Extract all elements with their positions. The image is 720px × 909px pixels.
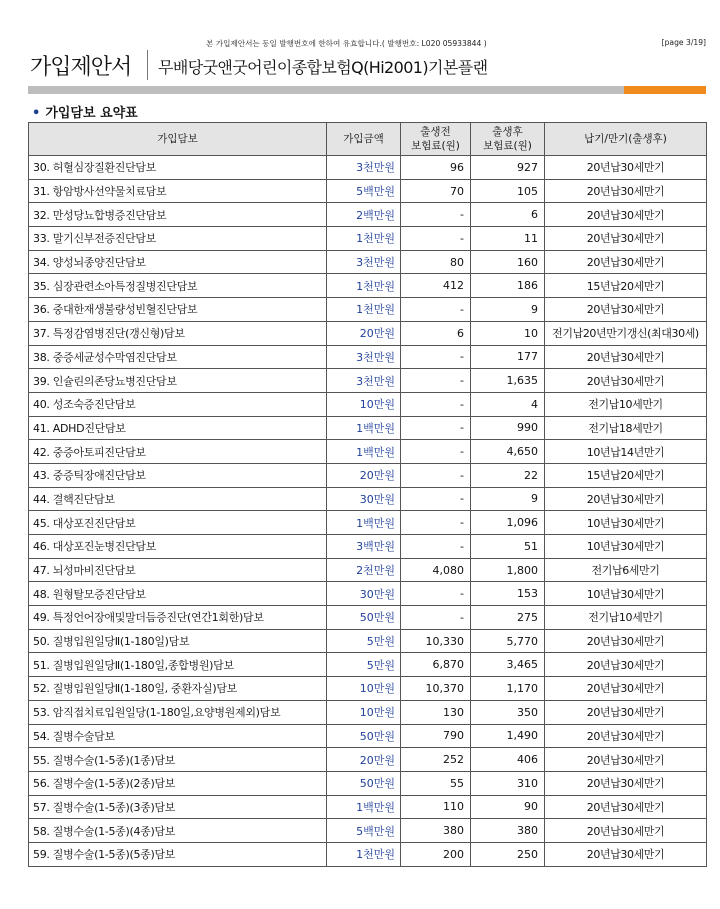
coverage-name-cell: 48. 원형탈모증진단담보 — [29, 582, 327, 606]
amount-cell: 5백만원 — [327, 819, 401, 843]
amount-cell: 1천만원 — [327, 274, 401, 298]
validity-notice: 본 가입제안서는 동일 발행번호에 한하여 유효합니다.( 발행번호: L020 05933844 ) — [206, 39, 487, 48]
table-row — [29, 321, 707, 345]
amount-cell: 2천만원 — [327, 558, 401, 582]
coverage-name-cell: 32. 만성당뇨합병증진단담보 — [29, 203, 327, 227]
table-row — [29, 819, 707, 843]
term-cell: 20년납30세만기 — [545, 653, 707, 677]
term-cell: 20년납30세만기 — [545, 179, 707, 203]
table-row — [29, 724, 707, 748]
coverage-name-cell: 30. 허혈심장질환진단담보 — [29, 156, 327, 180]
after-birth-premium-cell: 177 — [471, 345, 545, 369]
coverage-name-cell: 41. ADHD진단담보 — [29, 416, 327, 440]
amount-cell: 10만원 — [327, 677, 401, 701]
coverage-name-cell: 37. 특정감염병진단(갱신형)담보 — [29, 321, 327, 345]
after-birth-premium-cell: 153 — [471, 582, 545, 606]
before-birth-premium-cell: 252 — [401, 748, 471, 772]
amount-cell: 50만원 — [327, 606, 401, 630]
after-birth-premium-cell: 1,096 — [471, 511, 545, 535]
term-cell: 전기납10세만기 — [545, 392, 707, 416]
term-cell: 10년납30세만기 — [545, 582, 707, 606]
header-band-orange — [624, 86, 706, 94]
coverage-name-cell: 31. 항암방사선약물치료담보 — [29, 179, 327, 203]
before-birth-premium-cell: - — [401, 487, 471, 511]
after-birth-premium-cell: 11 — [471, 227, 545, 251]
term-cell: 20년납30세만기 — [545, 203, 707, 227]
coverage-name-cell: 59. 질병수술(1-5종)(5종)담보 — [29, 842, 327, 866]
coverage-name-cell: 51. 질병입원일당Ⅱ(1-180일,종합병원)담보 — [29, 653, 327, 677]
after-birth-premium-cell: 9 — [471, 487, 545, 511]
term-cell: 전기납20년만기갱신(최대30세) — [545, 321, 707, 345]
amount-cell: 20만원 — [327, 463, 401, 487]
term-cell: 20년납30세만기 — [545, 700, 707, 724]
amount-cell: 1백만원 — [327, 795, 401, 819]
before-birth-premium-cell: 10,370 — [401, 677, 471, 701]
term-cell: 전기납18세만기 — [545, 416, 707, 440]
amount-cell: 50만원 — [327, 724, 401, 748]
after-birth-premium-cell: 22 — [471, 463, 545, 487]
coverage-name-cell: 54. 질병수술담보 — [29, 724, 327, 748]
after-birth-premium-cell: 6 — [471, 203, 545, 227]
coverage-name-cell: 40. 성조숙증진단담보 — [29, 392, 327, 416]
term-cell: 20년납30세만기 — [545, 842, 707, 866]
product-name: 무배당굿앤굿어린이종합보험Q(Hi2001)기본플랜 — [158, 58, 488, 77]
table-row — [29, 179, 707, 203]
coverage-name-cell: 43. 중증틱장애진단담보 — [29, 463, 327, 487]
before-birth-premium-cell: - — [401, 511, 471, 535]
after-birth-premium-cell: 927 — [471, 156, 545, 180]
coverage-name-cell: 39. 인슐린의존당뇨병진단담보 — [29, 369, 327, 393]
after-birth-premium-cell: 1,800 — [471, 558, 545, 582]
after-birth-premium-cell: 1,490 — [471, 724, 545, 748]
amount-cell: 2백만원 — [327, 203, 401, 227]
after-birth-premium-cell: 3,465 — [471, 653, 545, 677]
table-row — [29, 771, 707, 795]
table-row — [29, 842, 707, 866]
after-birth-premium-cell: 406 — [471, 748, 545, 772]
term-cell: 20년납30세만기 — [545, 298, 707, 322]
before-birth-premium-cell: 80 — [401, 250, 471, 274]
after-birth-premium-cell: 5,770 — [471, 629, 545, 653]
term-cell: 20년납30세만기 — [545, 795, 707, 819]
amount-cell: 1천만원 — [327, 227, 401, 251]
table-header-row — [29, 123, 707, 156]
table-row — [29, 700, 707, 724]
term-cell: 20년납30세만기 — [545, 748, 707, 772]
coverage-name-cell: 44. 결핵진단담보 — [29, 487, 327, 511]
before-birth-premium-cell: 6 — [401, 321, 471, 345]
amount-cell: 3천만원 — [327, 156, 401, 180]
coverage-name-cell: 58. 질병수술(1-5종)(4종)담보 — [29, 819, 327, 843]
table-row — [29, 535, 707, 559]
before-birth-premium-cell: - — [401, 463, 471, 487]
table-row — [29, 274, 707, 298]
before-birth-premium-cell: - — [401, 345, 471, 369]
table-row — [29, 795, 707, 819]
after-birth-premium-cell: 4 — [471, 392, 545, 416]
before-birth-premium-cell: 96 — [401, 156, 471, 180]
before-birth-premium-cell: 130 — [401, 700, 471, 724]
table-row — [29, 653, 707, 677]
amount-cell: 30만원 — [327, 582, 401, 606]
table-row — [29, 487, 707, 511]
table-row — [29, 392, 707, 416]
term-cell: 20년납30세만기 — [545, 629, 707, 653]
before-birth-premium-cell: - — [401, 203, 471, 227]
coverage-name-cell: 52. 질병입원일당Ⅱ(1-180일, 중환자실)담보 — [29, 677, 327, 701]
table-row — [29, 156, 707, 180]
table-row — [29, 677, 707, 701]
table-row — [29, 511, 707, 535]
coverage-name-cell: 42. 중증아토피진단담보 — [29, 440, 327, 464]
after-birth-premium-cell: 1,635 — [471, 369, 545, 393]
after-birth-premium-cell: 380 — [471, 819, 545, 843]
amount-cell: 50만원 — [327, 771, 401, 795]
table-row — [29, 748, 707, 772]
table-row — [29, 345, 707, 369]
section-title — [32, 102, 138, 121]
amount-cell: 20만원 — [327, 321, 401, 345]
table-row — [29, 250, 707, 274]
coverage-name-cell: 46. 대상포진눈병진단담보 — [29, 535, 327, 559]
term-cell: 전기납10세만기 — [545, 606, 707, 630]
before-birth-premium-cell: 4,080 — [401, 558, 471, 582]
table-row — [29, 203, 707, 227]
before-birth-premium-cell: - — [401, 535, 471, 559]
term-cell: 20년납30세만기 — [545, 227, 707, 251]
table-row — [29, 440, 707, 464]
after-birth-premium-cell: 310 — [471, 771, 545, 795]
table-row — [29, 369, 707, 393]
header-term: 납기/만기(출생후) — [545, 123, 707, 156]
header-before-birth-premium: 출생전 보험료(원) — [401, 123, 471, 156]
title-divider — [147, 50, 148, 80]
before-birth-premium-cell: - — [401, 392, 471, 416]
after-birth-premium-cell: 1,170 — [471, 677, 545, 701]
coverage-name-cell: 33. 말기신부전증진단담보 — [29, 227, 327, 251]
after-birth-premium-cell: 105 — [471, 179, 545, 203]
before-birth-premium-cell: - — [401, 440, 471, 464]
table-row — [29, 629, 707, 653]
amount-cell: 3천만원 — [327, 369, 401, 393]
term-cell: 15년납20세만기 — [545, 274, 707, 298]
page-number: [page 3/19] — [661, 38, 706, 47]
after-birth-premium-cell: 90 — [471, 795, 545, 819]
after-birth-premium-cell: 4,650 — [471, 440, 545, 464]
before-birth-premium-cell: 10,330 — [401, 629, 471, 653]
before-birth-premium-cell: - — [401, 416, 471, 440]
term-cell: 20년납30세만기 — [545, 724, 707, 748]
header-amount: 가입금액 — [327, 123, 401, 156]
before-birth-premium-cell: 110 — [401, 795, 471, 819]
coverage-name-cell: 50. 질병입원일당Ⅱ(1-180일)담보 — [29, 629, 327, 653]
amount-cell: 1천만원 — [327, 298, 401, 322]
amount-cell: 20만원 — [327, 748, 401, 772]
before-birth-premium-cell: - — [401, 369, 471, 393]
coverage-summary-table — [28, 122, 707, 867]
table-row — [29, 463, 707, 487]
table-row — [29, 298, 707, 322]
amount-cell: 10만원 — [327, 700, 401, 724]
coverage-name-cell: 49. 특정언어장애및말더듬증진단(연간1회한)담보 — [29, 606, 327, 630]
term-cell: 20년납30세만기 — [545, 819, 707, 843]
amount-cell: 5백만원 — [327, 179, 401, 203]
term-cell: 20년납30세만기 — [545, 250, 707, 274]
before-birth-premium-cell: - — [401, 582, 471, 606]
term-cell: 15년납20세만기 — [545, 463, 707, 487]
before-birth-premium-cell: 790 — [401, 724, 471, 748]
term-cell: 전기납6세만기 — [545, 558, 707, 582]
coverage-name-cell: 55. 질병수술(1-5종)(1종)담보 — [29, 748, 327, 772]
term-cell: 10년납30세만기 — [545, 511, 707, 535]
header-coverage: 가입담보 — [29, 123, 327, 156]
before-birth-premium-cell: 55 — [401, 771, 471, 795]
amount-cell: 3백만원 — [327, 535, 401, 559]
term-cell: 20년납30세만기 — [545, 369, 707, 393]
before-birth-premium-cell: 6,870 — [401, 653, 471, 677]
header-after-birth-premium: 출생후 보험료(원) — [471, 123, 545, 156]
table-row — [29, 582, 707, 606]
table-row — [29, 227, 707, 251]
before-birth-premium-cell: 380 — [401, 819, 471, 843]
header-band-gray — [28, 86, 624, 94]
coverage-name-cell: 35. 심장관련소아특정질병진단담보 — [29, 274, 327, 298]
amount-cell: 30만원 — [327, 487, 401, 511]
amount-cell: 3천만원 — [327, 250, 401, 274]
term-cell: 20년납30세만기 — [545, 156, 707, 180]
coverage-name-cell: 47. 뇌성마비진단담보 — [29, 558, 327, 582]
amount-cell: 10만원 — [327, 392, 401, 416]
table-row — [29, 558, 707, 582]
amount-cell: 1백만원 — [327, 440, 401, 464]
before-birth-premium-cell: 412 — [401, 274, 471, 298]
amount-cell: 1천만원 — [327, 842, 401, 866]
before-birth-premium-cell: - — [401, 606, 471, 630]
term-cell: 20년납30세만기 — [545, 677, 707, 701]
coverage-name-cell: 56. 질병수술(1-5종)(2종)담보 — [29, 771, 327, 795]
table-row — [29, 606, 707, 630]
term-cell: 20년납30세만기 — [545, 771, 707, 795]
amount-cell: 1백만원 — [327, 416, 401, 440]
before-birth-premium-cell: - — [401, 227, 471, 251]
term-cell: 20년납30세만기 — [545, 345, 707, 369]
amount-cell: 5만원 — [327, 629, 401, 653]
before-birth-premium-cell: 70 — [401, 179, 471, 203]
term-cell: 20년납30세만기 — [545, 487, 707, 511]
amount-cell: 3천만원 — [327, 345, 401, 369]
after-birth-premium-cell: 10 — [471, 321, 545, 345]
amount-cell: 5만원 — [327, 653, 401, 677]
section-title-text: 가입담보 요약표 — [45, 106, 138, 121]
amount-cell: 1백만원 — [327, 511, 401, 535]
after-birth-premium-cell: 250 — [471, 842, 545, 866]
after-birth-premium-cell: 160 — [471, 250, 545, 274]
document-title: 가입제안서 — [30, 55, 132, 80]
coverage-name-cell: 38. 중증세균성수막염진단담보 — [29, 345, 327, 369]
after-birth-premium-cell: 275 — [471, 606, 545, 630]
coverage-name-cell: 34. 양성뇌종양진단담보 — [29, 250, 327, 274]
coverage-name-cell: 45. 대상포진진단담보 — [29, 511, 327, 535]
term-cell: 10년납14년만기 — [545, 440, 707, 464]
after-birth-premium-cell: 51 — [471, 535, 545, 559]
before-birth-premium-cell: 200 — [401, 842, 471, 866]
after-birth-premium-cell: 186 — [471, 274, 545, 298]
table-row — [29, 416, 707, 440]
term-cell: 10년납30세만기 — [545, 535, 707, 559]
coverage-name-cell: 57. 질병수술(1-5종)(3종)담보 — [29, 795, 327, 819]
after-birth-premium-cell: 990 — [471, 416, 545, 440]
after-birth-premium-cell: 350 — [471, 700, 545, 724]
coverage-name-cell: 36. 중대한재생불량성빈혈진단담보 — [29, 298, 327, 322]
before-birth-premium-cell: - — [401, 298, 471, 322]
coverage-name-cell: 53. 암직접치료입원일당(1-180일,요양병원제외)담보 — [29, 700, 327, 724]
bullet-icon: • — [32, 106, 41, 121]
after-birth-premium-cell: 9 — [471, 298, 545, 322]
